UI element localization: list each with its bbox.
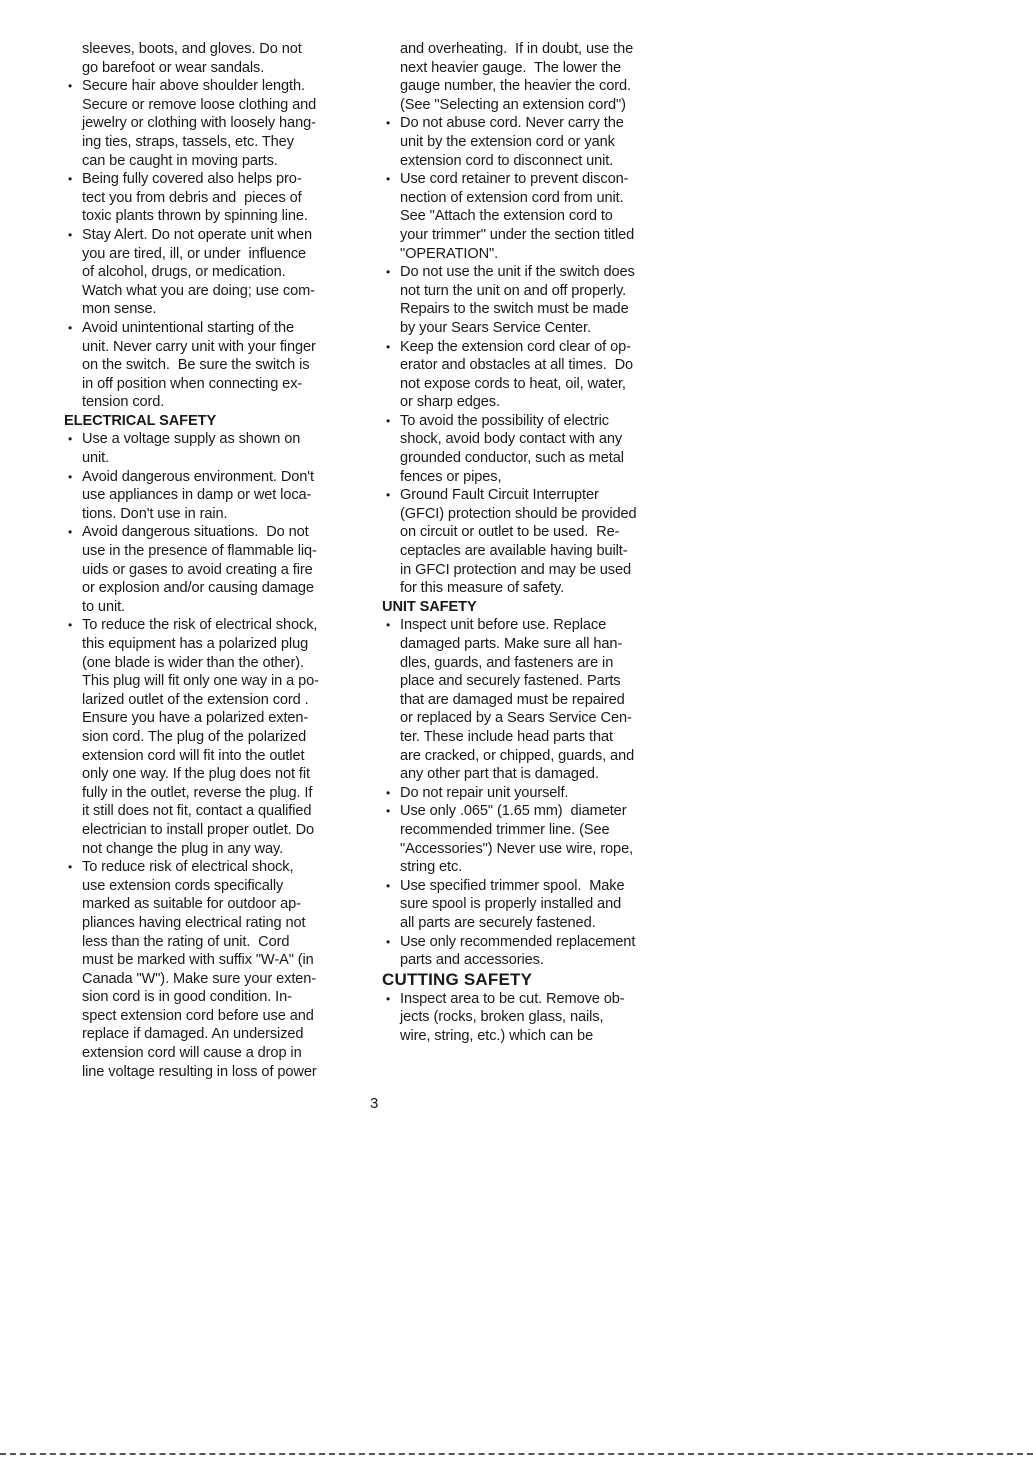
text-line: less than the rating of unit. Cord [82, 933, 290, 950]
text-line: unit by the extension cord or yank [400, 133, 615, 150]
text-line: sure spool is properly installed and [400, 896, 622, 913]
text-line: string etc. [400, 859, 463, 876]
text-line: and overheating. If in doubt, use the [400, 41, 634, 57]
section-heading: CUTTING SAFETY [382, 969, 533, 989]
text-line: this equipment has a polarized plug [82, 636, 309, 652]
text-line: recommended trimmer line. (See [400, 821, 610, 838]
text-line: all parts are securely fastened. [400, 914, 596, 931]
text-line: can be caught in moving parts. [82, 152, 278, 169]
text-line: must be marked with suffix "W-A" (in [82, 952, 314, 969]
text-line: in GFCI protection and may be used [400, 561, 632, 578]
text-line: any other part that is damaged. [400, 766, 599, 783]
text-line: Ensure you have a polarized exten- [82, 710, 309, 727]
text-line: ter. These include head parts that [400, 728, 613, 745]
text-line: jects (rocks, broken glass, nails, [400, 1009, 604, 1026]
text-line: larized outlet of the extension cord . [82, 691, 309, 708]
text-line: shock, avoid body contact with any [400, 431, 623, 448]
bullet-item-line: • Use only recommended replacement [382, 933, 682, 952]
left-column [64, 40, 364, 1081]
bullet-item-line: • Use specified trimmer spool. Make [382, 877, 682, 896]
text-line: nection of extension cord from unit. [400, 189, 624, 206]
text-line: "Accessories") Never use wire, rope, [400, 840, 634, 857]
text-line: ing ties, straps, tassels, etc. They [82, 133, 294, 150]
text-line: unit. [82, 450, 110, 467]
bullet-item-line: • Use only .065" (1.65 mm) diameter [382, 802, 682, 821]
text-line: that are damaged must be repaired [400, 691, 625, 708]
bullet-item-line: • Do not use the unit if the switch does [382, 263, 682, 282]
text-line: tension cord. [82, 394, 165, 411]
text-line: erator and obstacles at all times. Do [400, 357, 634, 374]
page-number: 3 [370, 1095, 379, 1112]
text-line: Repairs to the switch must be made [400, 301, 629, 318]
bullet-item-line: • Stay Alert. Do not operate unit when [64, 226, 364, 245]
right-column [382, 40, 682, 1045]
text-line: pliances having electrical rating not [82, 914, 306, 931]
text-line: not change the plug in any way. [82, 840, 284, 857]
bullet-item-line: • Avoid dangerous environment. Don't [64, 468, 364, 487]
text-line: or sharp edges. [400, 394, 500, 411]
text-line: in off position when connecting ex- [82, 375, 303, 392]
text-line: use extension cords specifically [82, 877, 284, 894]
text-line: Watch what you are doing; use com- [82, 282, 315, 299]
text-line: use in the presence of flammable liq- [82, 543, 317, 560]
bullet-item-line: • Being fully covered also helps pro- [64, 170, 364, 189]
text-line: to unit. [82, 598, 126, 615]
text-line: of alcohol, drugs, or medication. [82, 264, 286, 281]
text-line: not turn the unit on and off properly. [400, 282, 627, 299]
bullet-item-line: • Do not abuse cord. Never carry the [382, 114, 682, 133]
bullet-item-line: • To reduce the risk of electrical shock, [64, 616, 364, 635]
text-line: or explosion and/or causing damage [82, 580, 314, 597]
text-line: "OPERATION". [400, 245, 499, 262]
text-line: dles, guards, and fasteners are in [400, 654, 614, 671]
text-line: line voltage resulting in loss of power [82, 1063, 317, 1080]
text-line: only one way. If the plug does not fit [82, 766, 310, 783]
text-line: are cracked, or chipped, guards, and [400, 747, 635, 764]
text-line: mon sense. [82, 301, 157, 318]
text-line: your trimmer" under the section titled [400, 226, 635, 243]
text-line: replace if damaged. An undersized [82, 1026, 304, 1043]
text-line: See "Attach the extension cord to [400, 208, 613, 225]
text-line: grounded conductor, such as metal [400, 450, 624, 467]
text-line: tions. Don't use in rain. [82, 505, 228, 522]
text-line: extension cord will cause a drop in [82, 1045, 302, 1062]
bullet-item-line: • Inspect unit before use. Replace [382, 616, 682, 635]
text-line: Secure or remove loose clothing and [82, 96, 317, 113]
bullet-item-line: • Do not repair unit yourself. [382, 784, 682, 803]
text-line: by your Sears Service Center. [400, 319, 591, 336]
text-line: use appliances in damp or wet loca- [82, 487, 312, 504]
text-line: you are tired, ill, or under influence [82, 245, 307, 262]
text-line: tect you from debris and pieces of [82, 189, 302, 206]
text-line: unit. Never carry unit with your finger [82, 338, 316, 355]
text-line: it still does not fit, contact a qualified [82, 803, 312, 820]
bullet-item-line: • Keep the extension cord clear of op- [382, 338, 682, 357]
text-line: extension cord will fit into the outlet [82, 747, 305, 764]
text-line: (See "Selecting an extension cord") [400, 96, 626, 113]
bullet-item-line: • Avoid dangerous situations. Do not [64, 523, 364, 542]
text-line: next heavier gauge. The lower the [400, 59, 622, 76]
text-line: place and securely fastened. Parts [400, 673, 621, 690]
text-line: sion cord is in good condition. In- [82, 989, 292, 1006]
bullet-item-line: • To avoid the possibility of electric [382, 412, 682, 431]
bullet-item-line: • Use a voltage supply as shown on [64, 430, 364, 449]
section-heading: ELECTRICAL SAFETY [64, 412, 217, 429]
text-line: (one blade is wider than the other). [82, 654, 304, 671]
text-line: electrician to install proper outlet. Do [82, 821, 315, 838]
text-line: extension cord to disconnect unit. [400, 152, 614, 169]
bullet-item-line: • Use cord retainer to prevent discon- [382, 170, 682, 189]
text-line: (GFCI) protection should be provided [400, 505, 637, 522]
text-line: fences or pipes, [400, 468, 502, 485]
text-line: parts and accessories. [400, 952, 544, 969]
bullet-item-line: • Secure hair above shoulder length. [64, 77, 364, 96]
text-line: for this measure of safety. [400, 580, 565, 597]
text-line: wire, string, etc.) which can be [400, 1027, 594, 1044]
bullet-item-line: • Inspect area to be cut. Remove ob- [382, 990, 682, 1009]
text-line: spect extension cord before use and [82, 1007, 314, 1024]
bullet-item-line: • Ground Fault Circuit Interrupter [382, 486, 682, 505]
text-line: sion cord. The plug of the polarized [82, 728, 307, 745]
text-line: fully in the outlet, reverse the plug. If [82, 784, 313, 801]
bullet-item-line: • To reduce risk of electrical shock, [64, 858, 364, 877]
text-line: go barefoot or wear sandals. [82, 59, 265, 76]
text-line: not expose cords to heat, oil, water, [400, 375, 626, 392]
text-line: marked as suitable for outdoor ap- [82, 896, 301, 913]
text-line: or replaced by a Sears Service Cen- [400, 710, 632, 727]
text-line: This plug will fit only one way in a po- [82, 673, 319, 690]
text-line: jewelry or clothing with loosely hang- [82, 115, 316, 132]
text-line: damaged parts. Make sure all han- [400, 636, 623, 652]
text-line: sleeves, boots, and gloves. Do not [82, 41, 302, 57]
text-line: uids or gases to avoid creating a fire [82, 561, 313, 578]
text-line: on circuit or outlet to be used. Re- [400, 524, 620, 541]
bullet-item-line: • Avoid unintentional starting of the [64, 319, 364, 338]
page-bottom-edge [0, 1453, 1033, 1455]
text-line: Canada "W"). Make sure your exten- [82, 970, 317, 987]
text-line: gauge number, the heavier the cord. [400, 78, 631, 95]
text-line: toxic plants thrown by spinning line. [82, 208, 308, 225]
text-line: ceptacles are available having built- [400, 543, 628, 560]
section-heading: UNIT SAFETY [382, 598, 477, 615]
text-line: on the switch. Be sure the switch is [82, 357, 310, 374]
